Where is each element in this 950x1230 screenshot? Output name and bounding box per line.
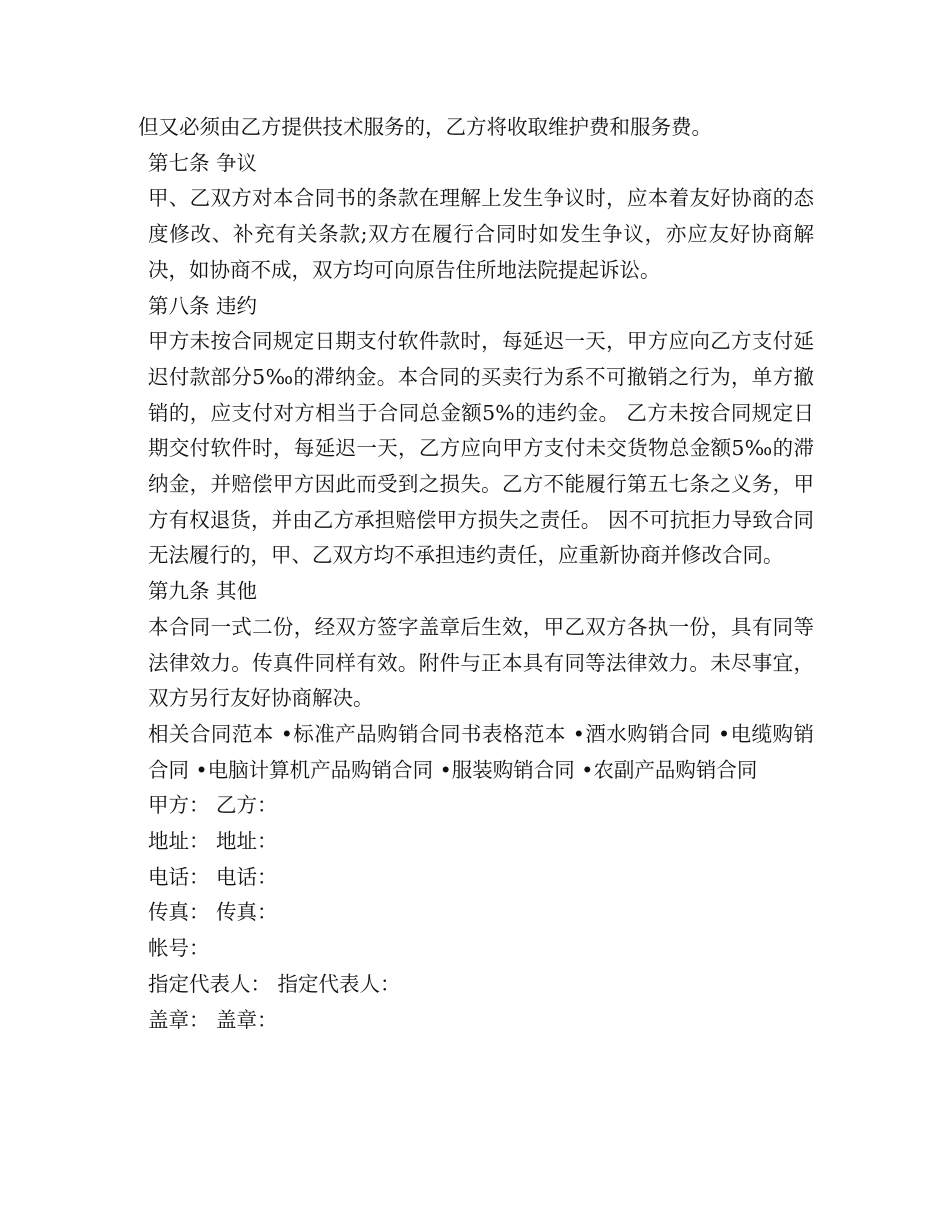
- heading-article-8-breach: 第八条 违约: [148, 293, 258, 318]
- heading-article-7-dispute: 第七条 争议: [148, 150, 258, 175]
- signature-party-line: 甲方： 乙方：: [148, 793, 278, 818]
- paragraph-related-templates: 相关合同范本 •标准产品购销合同书表格范本 •酒水购销合同 •电缆购销合同 •电脑计算机产品购销合同 •服装购销合同 •农副产品购销合同: [148, 721, 814, 782]
- signature-address-line: 地址： 地址：: [148, 829, 278, 854]
- document-page: [138, 110, 814, 1038]
- heading-article-9-other: 第九条 其他: [148, 579, 258, 604]
- signature-phone-line: 电话： 电话：: [148, 864, 278, 889]
- signature-fax-line: 传真： 传真：: [148, 900, 278, 925]
- signature-representative-line: 指定代表人： 指定代表人：: [148, 971, 401, 996]
- signature-seal-line: 盖章： 盖章：: [148, 1007, 278, 1032]
- paragraph-dispute: 甲、乙双方对本合同书的条款在理解上发生争议时，应本着友好协商的态度修改、补充有关条款;双方在履行合同时如发生争议，亦应友好协商解决，如协商不成，双方均可向原告住所地法院提起诉讼。: [148, 186, 814, 282]
- paragraph-breach: 甲方未按合同规定日期支付软件款时，每延迟一天，甲方应向乙方支付延迟付款部分5‰的滞纳金。本合同的买卖行为系不可撤销之行为，单方撤销的，应支付对方相当于合同总金额5%的违约金。 乙方未按合同规定日期交付软件时，每延迟一天，乙方应向甲方支付未交货物总金额5‰的滞纳金，并赔偿甲方因此而受到之损失。乙方不能履行第五七条之义务，甲方有权退货，并由乙方承担赔偿甲方损失之责任。 因不可抗拒力导致合同无法履行的，甲、乙双方均不承担违约责任，应重新协商并修改合同。: [148, 329, 814, 568]
- signature-account-line: 帐号：: [148, 936, 210, 961]
- paragraph-other: 本合同一式二份，经双方签字盖章后生效，甲乙双方各执一份，具有同等法律效力。传真件同样有效。附件与正本具有同等法律效力。未尽事宜，双方另行友好协商解决。: [148, 614, 814, 711]
- paragraph-service-fee: 但又必须由乙方提供技术服务的，乙方将收取维护费和服务费。: [138, 115, 712, 139]
